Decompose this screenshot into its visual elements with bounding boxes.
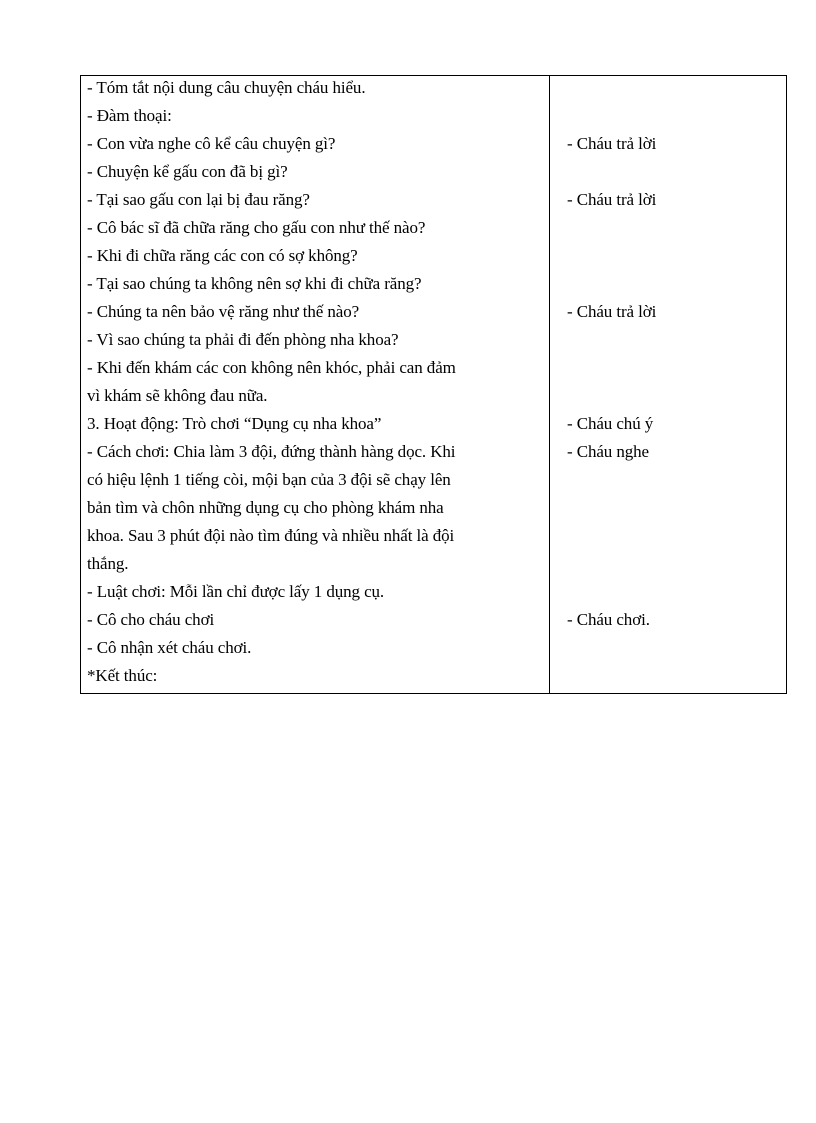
child-response: - Cháu nghe xyxy=(567,442,649,461)
activity-line: - Khi đến khám các con không nên khóc, phải can đảm xyxy=(87,358,456,377)
activity-line: *Kết thúc: xyxy=(87,666,158,685)
child-response: - Cháu chơi. xyxy=(567,610,650,629)
activity-line: - Cô nhận xét cháu chơi. xyxy=(87,638,252,657)
activity-line: - Vì sao chúng ta phải đi đến phòng nha khoa? xyxy=(87,330,399,349)
activity-line: - Luật chơi: Mỗi lần chỉ được lấy 1 dụng cụ. xyxy=(87,582,385,601)
activity-line: có hiệu lệnh 1 tiếng còi, mội bạn của 3 đội sẽ chạy lên xyxy=(87,470,451,489)
lesson-plan-table xyxy=(80,75,787,694)
activity-line: - Cô bác sĩ đã chữa răng cho gấu con như thế nào? xyxy=(87,218,426,237)
column-divider xyxy=(549,76,550,693)
section-heading: 3. Hoạt động: Trò chơi “Dụng cụ nha khoa” xyxy=(87,414,382,433)
activity-line: - Tại sao chúng ta không nên sợ khi đi chữa răng? xyxy=(87,274,422,293)
child-response: - Cháu trả lời xyxy=(567,190,657,209)
activity-line: - Chuyện kể gấu con đã bị gì? xyxy=(87,162,288,181)
child-response: - Cháu trả lời xyxy=(567,302,657,321)
activity-line: - Con vừa nghe cô kể câu chuyện gì? xyxy=(87,134,336,153)
activity-line: - Đàm thoại: xyxy=(87,106,172,125)
activity-line: - Cách chơi: Chia làm 3 đội, đứng thành hàng dọc. Khi xyxy=(87,442,456,461)
activity-line: bản tìm và chôn những dụng cụ cho phòng khám nha xyxy=(87,498,444,517)
activity-line: - Tại sao gấu con lại bị đau răng? xyxy=(87,190,310,209)
child-response: - Cháu chú ý xyxy=(567,414,654,433)
activity-line: - Tóm tắt nội dung câu chuyện cháu hiểu. xyxy=(87,78,366,97)
activity-line: - Chúng ta nên bảo vệ răng như thế nào? xyxy=(87,302,360,321)
activity-line: thắng. xyxy=(87,554,129,573)
activity-line: - Cô cho cháu chơi xyxy=(87,610,215,629)
activity-line: vì khám sẽ không đau nữa. xyxy=(87,386,268,405)
child-response: - Cháu trả lời xyxy=(567,134,657,153)
activity-line: khoa. Sau 3 phút đội nào tìm đúng và nhiều nhất là đội xyxy=(87,526,455,545)
activity-line: - Khi đi chữa răng các con có sợ không? xyxy=(87,246,358,265)
